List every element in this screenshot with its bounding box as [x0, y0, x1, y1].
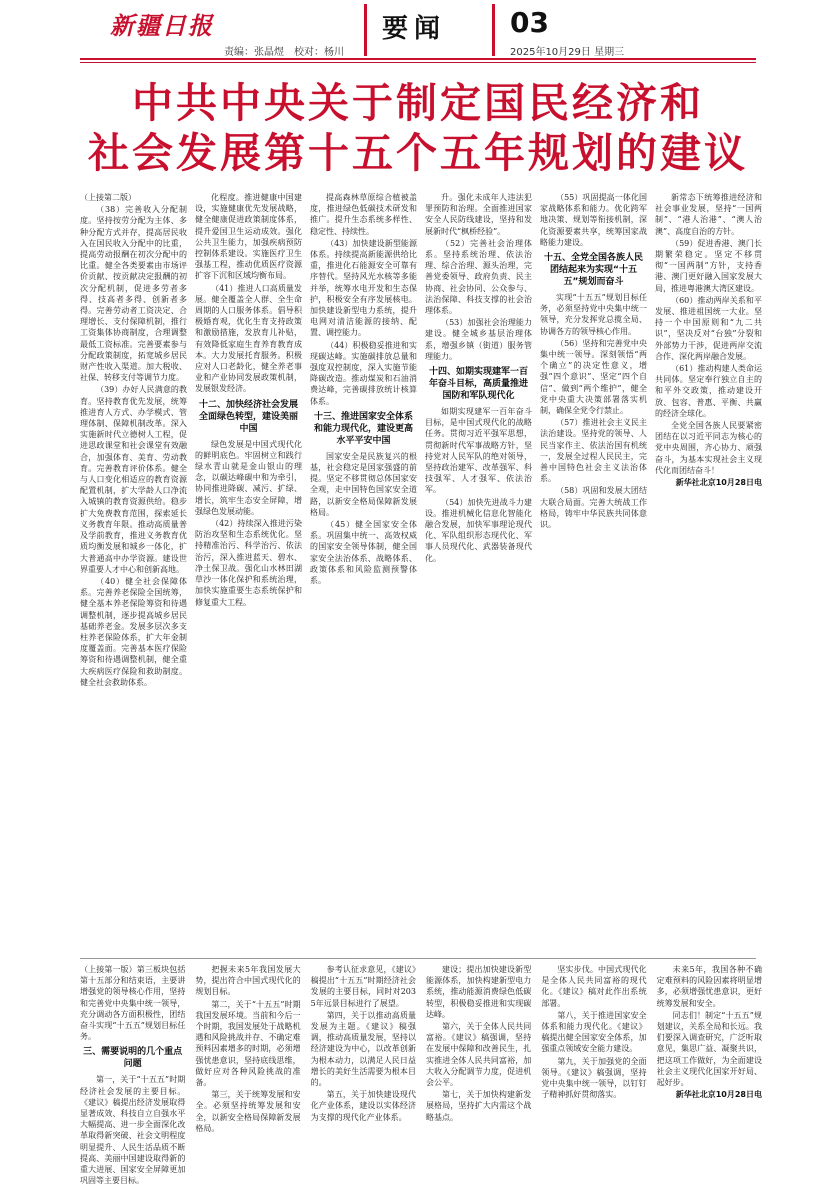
- paragraph: （53）加强社会治理能力建设。健全城乡基层治理体系，增强乡镇（街道）服务管理能力。: [425, 318, 532, 361]
- paragraph: （44）积极稳妥推进和实现碳达峰。实施碳排放总量和强度双控制度，深入实施节能降碳改造。推动煤炭和石油消费达峰，完善碳排放统计核算体系。: [310, 340, 417, 406]
- paragraph: （61）推动构建人类命运共同体。坚定奉行独立自主的和平外交政策，推动建设开放、包容、普惠、平衡、共赢的经济全球化。: [655, 364, 762, 418]
- section-subheading: 十三、推进国家安全体系和能力现代化，建设更高水平平安中国: [313, 411, 413, 446]
- paragraph: （60）推动两岸关系和平发展、推进祖国统一大业。坚持一个中国原则和“九二共识”，坚决反对“台独”分裂和外部势力干涉，促进两岸交流合作、深化两岸融合发展。: [655, 295, 762, 361]
- dateline: 新华社北京10月28日电: [675, 478, 762, 488]
- article-column: [426, 964, 531, 1196]
- paragraph: （56）坚持和完善党中央集中统一领导。深刻领悟“两个确立”的决定性意义，增强“四个意识”、坚定“四个自信”、做到“两个维护”，健全党中央重大决策部署落实机制，确保全党令行禁止。: [540, 338, 647, 416]
- paragraph: 绿色发展是中国式现代化的鲜明底色。牢固树立和践行绿水青山就是金山银山的理念，以碳达峰碳中和为牵引，协同推进降碳、减污、扩绿、增长，筑牢生态安全屏障，增强绿色发展动能。: [195, 439, 302, 516]
- section-subheading: 十五、全党全国各族人民团结起来为实现“十五五”规划而奋斗: [543, 253, 643, 288]
- paragraph: （58）巩固和发展大团结大联合局面。完善大统战工作格局，铸牢中华民族共同体意识。: [540, 486, 647, 530]
- paragraph: 未来5年，我国各种不确定难预料的风险因素将明显增多，必须增强忧患意识，更好统筹发展和安全。: [656, 965, 762, 1008]
- paragraph: 第七，关于加快构建新发展格局，坚持扩大内需这个战略基点。: [425, 1090, 532, 1122]
- paragraph: 实现“十五五”规划目标任务，必须坚持党中央集中统一领导，充分发挥党总揽全局、协调各方的领导核心作用。: [540, 293, 647, 336]
- paragraph: 新常态下统筹推进经济和社会事业发展，坚持“一国两制”、“港人治港”、“澳人治澳”、高度自治的方针。: [655, 193, 762, 236]
- section-title: 要闻: [382, 14, 447, 44]
- paragraph: （59）促进香港、澳门长期繁荣稳定。坚定不移贯彻“一国两制”方针，支持香港、澳门更好融入国家发展大局，推进粤港澳大湾区建设。: [655, 238, 762, 293]
- paragraph: 提高森林草原综合植被盖度，推进绿色低碳技术研发和推广。提升生态系统多样性、稳定性、持续性。: [310, 193, 417, 236]
- headline-line-2: 社会发展第十五个五年规划的建议: [88, 129, 748, 177]
- paragraph: （40）健全社会保障体系。完善养老保险全国统筹，健全基本养老保险筹资和待遇调整机制，逐步提高城乡居民基础养老金。发展多层次多支柱养老保险体系，扩大年金制度覆盖面。完善基本医疗保险筹资和待遇调整机制，健全重大疾病医疗保险和救助制度。健全社会救助体系。: [80, 576, 187, 687]
- article-column: [311, 964, 416, 1196]
- section-subheading: 十二、加快经济社会发展全面绿色转型，建设美丽中国: [198, 399, 298, 434]
- article-column: [195, 964, 300, 1196]
- section-subheading: 三、需要说明的几个重点问题: [83, 1047, 183, 1070]
- paragraph: （45）健全国家安全体系。巩固集中统一、高效权威的国家安全领导体制，健全国家安全法治体系、战略体系、政策体系和风险监测预警体系。: [310, 520, 417, 586]
- headline-line-1: 中共中央关于制定国民经济和: [132, 79, 704, 127]
- paragraph: （39）办好人民满意的教育。坚持教育优先发展，统筹推进育人方式、办学模式、管理体制、保障机制改革。深入实施新时代立德树人工程，促进思政课堂和社会课堂有效融合，加强体育、美育、劳动教育。完善教育评价体系。健全与人口变化相适应的教育资源配置机制，扩大学龄人口净流入城镇的教育资源供给。稳步扩大免费教育范围，探索延长义务教育年限。推动高质量普及学前教育，推进义务教育优质均衡发展和城乡一体化，扩大普通高中办学资源。建设世界重要人才中心和创新高地。: [80, 385, 187, 574]
- paragraph: 全党全国各族人民要紧密团结在以习近平同志为核心的党中央周围，齐心协力、顽强奋斗，为基本实现社会主义现代化而团结奋斗！: [655, 421, 762, 475]
- paragraph: 升。强化未成年人违法犯罪预防和治理。全面推进国家安全人民防线建设，坚持和发展新时代“枫桥经验”。: [425, 193, 532, 236]
- paragraph: 参考认征求意见，《建议》稿提出“十五五”时期经济社会发展的主要目标，同时对2035年远景目标进行了展望。: [310, 965, 416, 1008]
- paragraph: （55）巩固提高一体化国家战略体系和能力。优化跨军地决策、规划等衔接机制，深化资源要素共享，统筹国家战略能力建设。: [540, 193, 647, 247]
- paragraph: 坚实步伐。中国式现代化是全体人民共同富裕的现代化。《建议》稿对此作出系统部署。: [541, 965, 647, 1008]
- paragraph: （54）加快先进战斗力建设。推进机械化信息化智能化融合发展，加快军事理论现代化、军队组织形态现代化、军事人员现代化、武器装备现代化。: [425, 497, 532, 563]
- paragraph: 建设；提出加快建设新型能源体系，加快构建新型电力系统，推动能源消费绿色低碳转型，积极稳妥推进和实现碳达峰。: [425, 965, 532, 1019]
- masthead-divider-left: [364, 4, 367, 56]
- paragraph: （38）完善收入分配制度。坚持按劳分配为主体、多种分配方式并存，提高居民收入在国民收入分配中的比重，提高劳动报酬在初次分配中的比重。健全各类要素由市场评价贡献、按贡献决定报酬的初次分配机制，促进多劳者多得、技高者多得、创新者多得。完善劳动者工资决定、合理增长、支付保障机制，推行工资集体协商制度，合理调整最低工资标准。完善要素参与分配政策制度，拓宽城乡居民财产性收入渠道。加大税收、社保、转移支付等调节力度。: [80, 205, 187, 383]
- paragraph: （上接第一版）第三板块包括第十五部分和结束语，主要讲增强党的领导核心作用，坚持和完善党中央集中统一领导，充分调动各方面积极性，团结奋斗实现“十五五”规划目标任务。: [80, 965, 186, 1042]
- newspaper-logo: 新疆日报: [110, 11, 214, 40]
- article-column: [195, 192, 302, 952]
- paragraph: 同志们！制定“十五五”规划建议，关系全局和长远。我们要深入调查研究，广泛听取意见，集思广益、凝聚共识，把这项工作做好，为全面建设社会主义现代化国家开好局、起好步。: [656, 1010, 762, 1088]
- paragraph: （52）完善社会治理体系。坚持系统治理、依法治理、综合治理、源头治理，完善党委领导、政府负责、民主协商、社会协同、公众参与、法治保障、科技支撑的社会治理体系。: [425, 238, 532, 316]
- masthead: [0, 0, 836, 60]
- paragraph: （41）推进人口高质量发展。健全覆盖全人群、全生命周期的人口服务体系。倡导积极婚育观，优化生育支持政策和激励措施，发放育儿补贴，有效降低家庭生育养育教育成本。大力发展托育服务。积极应对人口老龄化，健全养老事业和产业协同发展政策机制，发展银发经济。: [195, 283, 302, 394]
- paragraph: （43）加快建设新型能源体系。持续提高新能源供给比重，推进化石能源安全可靠有序替代。坚持风光水核等多能并举，统筹水电开发和生态保护，积极安全有序发展核电。加快建设新型电力系统，提升电网对清洁能源的接纳、配置、调控能力。: [310, 238, 417, 338]
- publication-date: 2025年10月29日 星期三: [510, 47, 625, 58]
- paragraph: 第四，关于以推动高质量发展为主题。《建议》稿强调，推动高质量发展，坚持以经济建设为中心，以改革创新为根本动力，以满足人民日益增长的美好生活需要为根本目的。: [310, 1010, 416, 1088]
- article-column: [80, 192, 187, 952]
- article-column: [657, 964, 762, 1196]
- section-subheading: 十四、如期实现建军一百年奋斗目标，高质量推进国防和军队现代化: [428, 367, 528, 402]
- paragraph: 化程度。推进健康中国建设，实施健康优先发展战略，健全健康促进政策制度体系，提升爱国卫生运动成效。强化公共卫生能力，加强疾病预防控制体系建设。实施医疗卫生强基工程，推动优质医疗资源扩容下沉和区域均衡布局。: [195, 193, 302, 281]
- section-divider: [80, 958, 756, 959]
- dateline: 新华社北京10月28日电: [675, 1090, 762, 1100]
- article-column: [540, 192, 647, 952]
- article-column: [425, 192, 532, 952]
- masthead-divider-right: [492, 4, 495, 56]
- editors-credit: 责编：张晶煜 校对：杨川: [224, 47, 344, 58]
- paragraph: （上接第二版）: [80, 193, 136, 202]
- paragraph: 第五，关于加快建设现代化产业体系，建设以实体经济为支撑的现代化产业体系。: [310, 1090, 416, 1122]
- paragraph: （57）推进社会主义民主法治建设。坚持党的领导、人民当家作主、依法治国有机统一，发展全过程人民民主，完善中国特色社会主义法治体系。: [540, 418, 647, 484]
- paragraph: 国家安全是民族复兴的根基，社会稳定是国家强盛的前提。坚定不移贯彻总体国家安全观，走中国特色国家安全道路，以新安全格局保障新发展格局。: [310, 451, 417, 517]
- headline: [80, 78, 756, 178]
- article-column: [310, 192, 417, 952]
- masthead-rule-thin: [80, 62, 756, 63]
- paragraph: 第六，关于全体人民共同富裕。《建议》稿强调，坚持在发展中保障和改善民生，扎实推进全体人民共同富裕，加大收入分配调节力度，促进机会公平。: [425, 1022, 532, 1088]
- paragraph: 第八，关于推进国家安全体系和能力现代化。《建议》稿提出健全国家安全体系，加强重点领域安全能力建设。: [541, 1010, 647, 1054]
- paragraph: （42）持续深入推进污染防治攻坚和生态系统优化。坚持精准治污、科学治污、依法治污，深入推进蓝天、碧水、净土保卫战。强化山水林田湖草沙一体化保护和系统治理，加快实施重要生态系统保护和修复重大工程。: [195, 519, 302, 607]
- masthead-rule: [80, 58, 756, 60]
- paragraph: 第九，关于加强党的全面领导。《建议》稿强调，坚持党中央集中统一领导，以钉钉子精神抓好贯彻落实。: [541, 1056, 647, 1100]
- article-column: [655, 192, 762, 952]
- article-columns: [80, 192, 762, 952]
- article-column: [80, 964, 185, 1196]
- paragraph: 第三，关于统筹发展和安全。必须坚持统筹发展和安全，以新安全格局保障新发展格局。: [195, 1090, 301, 1133]
- paragraph: 第二，关于“十五五”时期我国发展环境。当前和今后一个时期，我国发展处于战略机遇和风险挑战并存、不确定难预料因素增多的时期，必须增强忧患意识，坚持底线思维，做好应对各种风险挑战的准备。: [195, 999, 301, 1088]
- page-number: 03: [510, 6, 549, 39]
- article-column: [541, 964, 646, 1196]
- paragraph: 第一，关于“十五五”时期经济社会发展的主要目标。《建议》稿提出经济发展取得显著成效、科技自立自强水平大幅提高、进一步全面深化改革取得新突破、社会文明程度明显提升、人民生活品质不断提高、美丽中国建设取得新的重大进展、国家安全屏障更加巩固等主要目标。: [80, 1075, 186, 1186]
- bottom-article-columns: [80, 964, 762, 1196]
- paragraph: 如期实现建军一百年奋斗目标，是中国式现代化的战略任务。贯彻习近平强军思想，贯彻新时代军事战略方针，坚持党对人民军队的绝对领导，坚持政治建军、改革强军、科技强军、人才强军、依法治军。: [425, 407, 532, 495]
- paragraph: 把握未来5年我国发展大势，提出符合中国式现代化的规划目标。: [195, 965, 301, 997]
